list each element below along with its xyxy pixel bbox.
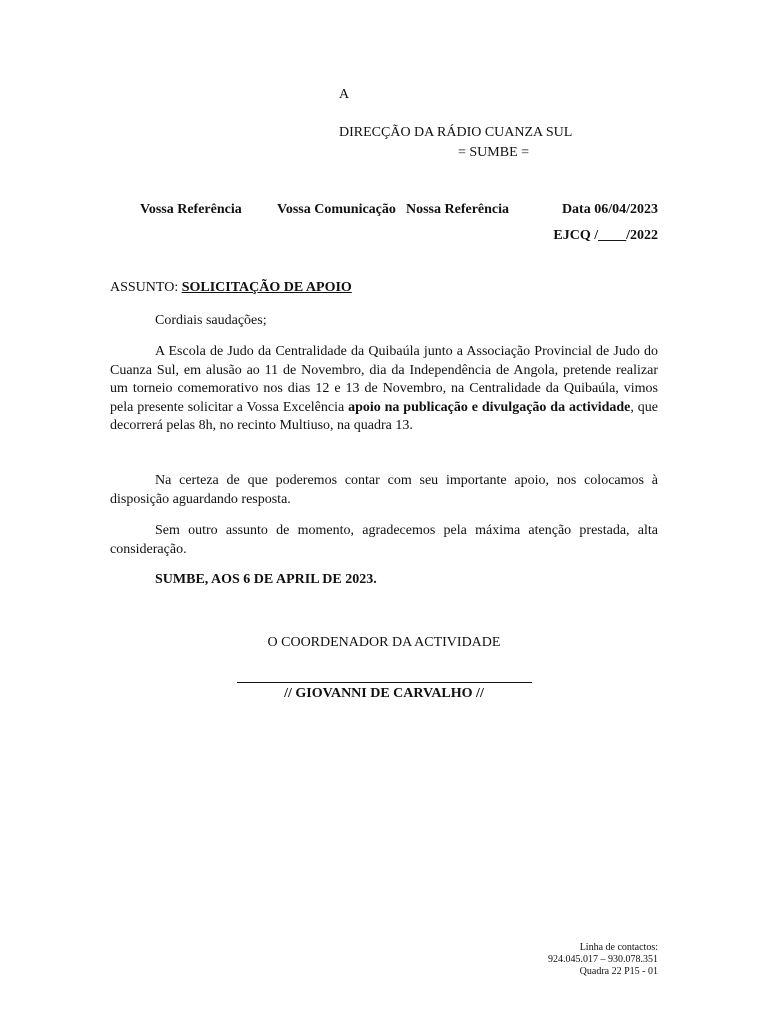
addressee-name: DIRECÇÃO DA RÁDIO CUANZA SUL xyxy=(339,125,573,140)
paragraph-certainty: Na certeza de que poderemos contar com seu importante apoio, nos colocamos à disposição aguardando resposta. xyxy=(110,473,658,507)
ref-date: Data 06/04/2023 xyxy=(561,202,658,217)
signature-role: O COORDENADOR DA ACTIVIDADE xyxy=(267,635,501,650)
footer-line-3: Quadra 22 P15 - 01 xyxy=(579,966,658,977)
paragraph-request-text2: , que decorrerá pelas 8h, no recinto Multiuso, na quadra 13. xyxy=(110,399,658,433)
signature-name: // GIOVANNI DE CARVALHO // xyxy=(284,686,484,701)
subject-value: SOLICITAÇÃO DE APOIO xyxy=(181,280,352,295)
subject-label: ASSUNTO: xyxy=(110,280,182,295)
subject-line xyxy=(110,280,352,296)
addressee-city: = SUMBE = xyxy=(458,145,530,160)
ref-nossa-value: EJCQ /____/2022 xyxy=(553,228,658,243)
footer-line-2: 924.045.017 – 930.078.351 xyxy=(548,954,658,965)
ref-vossa-referencia: Vossa Referência xyxy=(140,202,242,217)
ref-vossa-comunicacao: Vossa Comunicação xyxy=(277,202,396,217)
paragraph-request-text1: A Escola de Judo da Centralidade da Quibaúla junto a Associação Provincial de Judo do Cuanza Sul, em alusão ao 11 de Novembro, dia da Independência de Angola, pretende realizar um torneio comemorativo nos dias 12 e 13 de Novembro, na Centralidade da Quibaúla, vimos pela presente solicitar a Vossa Excelência xyxy=(110,344,658,415)
footer-contacts xyxy=(548,942,658,978)
footer-line-1: Linha de contactos: xyxy=(579,942,658,953)
paragraph-closing: Sem outro assunto de momento, agradecemos pela máxima atenção prestada, alta consideração. xyxy=(110,523,658,557)
paragraph-request xyxy=(110,343,658,436)
place-date: SUMBE, AOS 6 DE APRIL DE 2023. xyxy=(155,572,377,587)
signature-line xyxy=(237,682,532,683)
greeting: Cordiais saudações; xyxy=(155,313,267,328)
paragraph-request-bold: apoio na publicação e divulgação da actividade xyxy=(348,399,631,415)
addressee-prefix: A xyxy=(339,87,350,102)
ref-nossa-referencia: Nossa Referência xyxy=(406,202,510,217)
